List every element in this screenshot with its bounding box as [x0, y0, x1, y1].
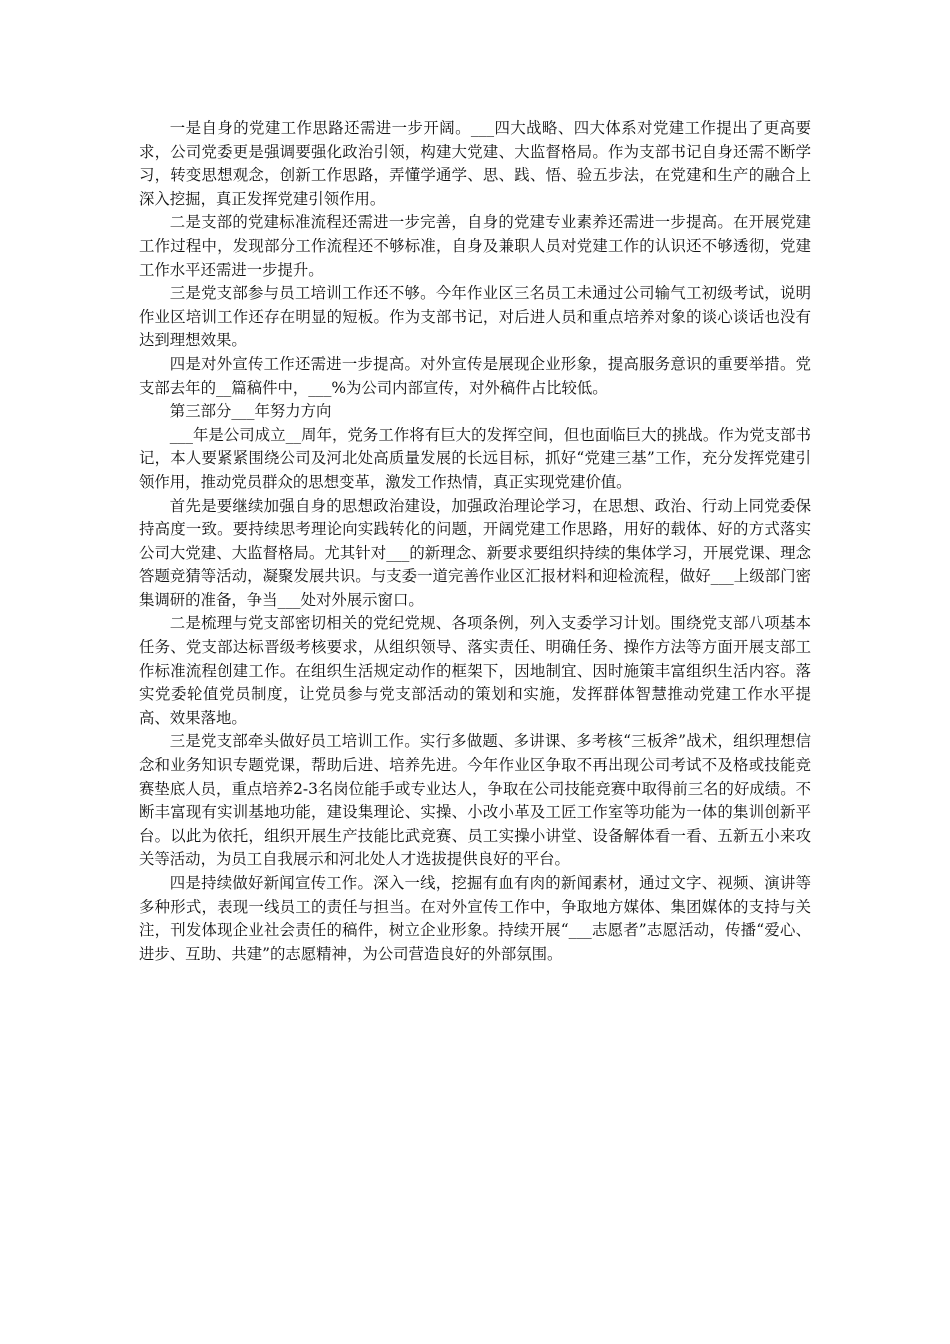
paragraph-7: 二是梳理与党支部密切相关的党纪党规、各项条例，列入支委学习计划。围绕党支部八项基本任务、党支部达标晋级考核要求，从组织领导、落实责任、明确任务、操作方法等方面开展支部工作标准流程创建工作。在组织生活规定动作的框架下，因地制宜、因时施策丰富组织生活内容。落实党委轮值党员制度，让党员参与党支部活动的策划和实施，发挥群体智慧推动党建工作水平提高、效果落地。: [139, 614, 811, 727]
paragraph-8: 三是党支部牵头做好员工培训工作。实行多做题、多讲课、多考核“三板斧”战术，组织理想信念和业务知识专题党课，帮助后进、培养先进。今年作业区争取不再出现公司考试不及格或技能竞赛垫底人员，重点培养2-3名岗位能手或专业达人，争取在公司技能竞赛中取得前三名的好成绩。不断丰富现有实训基地功能，建设集理论、实操、小改小革及工匠工作室等功能为一体的集训创新平台。以此为依托，组织开展生产技能比武竞赛、员工实操小讲堂、设备解体看一看、五新五小来攻关等活动，为员工自我展示和河北处人才选拔提供良好的平台。: [139, 732, 811, 869]
paragraph-1: 一是自身的党建工作思路还需进一步开阔。___四大战略、四大体系对党建工作提出了更高要求，公司党委更是强调要强化政治引领，构建大党建、大监督格局。作为支部书记自身还需不断学习，转变思想观念，创新工作思路，弄懂学通学、思、践、悟、验五步法，在党建和生产的融合上深入挖掘，真正发挥党建引领作用。: [139, 119, 811, 208]
paragraph-4: 四是对外宣传工作还需进一步提高。对外宣传是展现企业形象，提高服务意识的重要举措。党支部去年的__篇稿件中，___%为公司内部宣传，对外稿件占比较低。: [139, 354, 811, 397]
document-page: [139, 117, 811, 966]
paragraph-9: 四是持续做好新闻宣传工作。深入一线，挖掘有血有肉的新闻素材，通过文字、视频、演讲等多种形式，表现一线员工的责任与担当。在对外宣传工作中，争取地方媒体、集团媒体的支持与关注，刊发体现企业社会责任的稿件，树立企业形象。持续开展“___志愿者”志愿活动，传播“爱心、进步、互助、共建”的志愿精神，为公司营造良好的外部氛围。: [139, 874, 811, 963]
paragraph-5: ___年是公司成立__周年，党务工作将有巨大的发挥空间，但也面临巨大的挑战。作为党支部书记，本人要紧紧围绕公司及河北处高质量发展的长远目标，抓好“党建三基”工作，充分发挥党建引领作用，推动党员群众的思想变革，激发工作热情，真正实现党建价值。: [139, 425, 811, 491]
paragraph-3: 三是党支部参与员工培训工作还不够。今年作业区三名员工未通过公司输气工初级考试，说明作业区培训工作还存在明显的短板。作为支部书记，对后进人员和重点培养对象的谈心谈话也没有达到理想效果。: [139, 284, 811, 350]
section-heading: 第三部分___年努力方向: [169, 402, 332, 421]
paragraph-2: 二是支部的党建标准流程还需进一步完善，自身的党建专业素养还需进一步提高。在开展党建工作过程中，发现部分工作流程还不够标准，自身及兼职人员对党建工作的认识还不够透彻，党建工作水平还需进一步提升。: [139, 213, 811, 279]
paragraph-6: 首先是要继续加强自身的思想政治建设，加强政治理论学习，在思想、政治、行动上同党委保持高度一致。要持续思考理论向实践转化的问题，开阔党建工作思路，用好的载体、好的方式落实公司大党建、大监督格局。尤其针对___的新理念、新要求要组织持续的集体学习，开展党课、理念答题竞猜等活动，凝聚发展共识。与支委一道完善作业区汇报材料和迎检流程，做好___上级部门密集调研的准备，争当___处对外展示窗口。: [139, 496, 811, 609]
